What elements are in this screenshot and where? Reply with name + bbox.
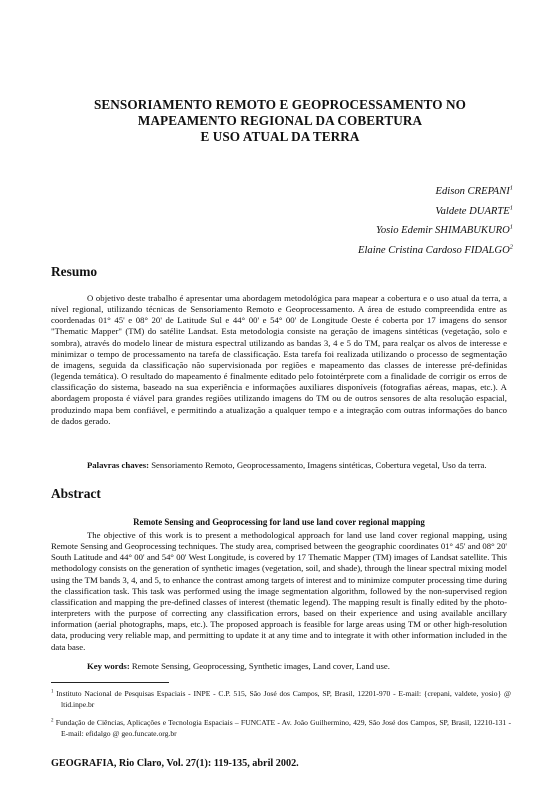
title-line-1: SENSORIAMENTO REMOTO E GEOPROCESSAMENTO NO [93, 97, 467, 112]
keywords-label: Palavras chaves: [87, 460, 150, 470]
footnote-1 [51, 689, 511, 711]
footnote-mark: 1 [51, 689, 54, 695]
footnote-mark: 2 [51, 718, 54, 724]
title-line-3: E USO ATUAL DA TERRA [200, 129, 360, 144]
abstract-subtitle: Remote Sensing and Geoprocessing for land use land cover regional mapping [133, 517, 425, 527]
footnote-2 [51, 718, 511, 740]
abstract-paragraph: The objective of this work is to present a methodological approach for land use land cover regional mapping, using Remote Sensing and Geoprocessing techniques. The study area, comprised between the geographic coordinates 01° 45' and 08° 20' South Latitude and 44° 00' and 54° 00' West Longitude, is covered by 17 Thematic Mapper (TM) images of Landsat satellite. This methodology consists on the generation of synthetic images (vegetation, soil, and shade), through the linear spectral mixing model using the TM bands 3, 4, and 5, to enhance the contrast among targets of interest and to minimize computer processing time during the classification task. This task was performed using the image segmentation algorithm, followed by the non-supervised region classification and mapping the pre-defined classes of interest (thematic legend). The mapping result is finally edited by the photo-interpreters with the purpose of correcting any classification errors, based on their experience and using available ancillary information (aerial photographs, maps, etc.). The proposed approach is feasible for large areas using TM or other high-resolution data, producing very reliable map, and permitting to update it at any time and to integrate it with other information included in the data base. [51, 530, 507, 652]
resumo-paragraph: O objetivo deste trabalho é apresentar uma abordagem metodológica para mapear a cobertura e o uso atual da terra, a nível regional, utilizando técnicas de Sensoriamento Remoto e Geoprocessamento. A área de estudo compreendida entre as coordenadas 01° 45' e 08° 20' de Latitude Sul e 44° 00' e 54° 00' de Longitude Oeste é coberta por 17 imagens do sensor "Thematic Mapper" (TM) do satélite Landsat. Esta metodologia consiste na geração de imagens sintéticas (vegetação, solo e sombra), através do modelo linear de mistura espectral utilizando as bandas 3, 4 e 5 do TM, para realçar os alvos de interesse e minimizar o tempo de processamento na tarefa de classificação. Esta tarefa foi realizada utilizando o processo de segmentação de imagens, seguida da classificação não supervisionada por regiões e mapeamento das classes de interesse pré-definidas (legenda temática). O resultado do mapeamento é finalmente editado pelo fotointérprete com a finalidade de corrigir os erros de classificação do sistema, baseado na sua experiência e informações auxiliares disponíveis (fotografias aéreas, mapas, etc.). A abordagem proposta é viável para grandes regiões utilizando imagens do TM ou de outros sensores de alta resolução espacial, produzindo mapa bem confiável, e permitindo a atualização a qualquer tempo e a integração com outras informações do banco de dados gerado. [51, 293, 507, 426]
footnote-text: Instituto Nacional de Pesquisas Espaciais - INPE - C.P. 515, São José dos Campos, SP, Brasil, 12201-970 - E-mail: {crepani, valdete, yosio} @ ltid.inpe.br [56, 689, 511, 709]
author-2 [358, 202, 513, 222]
author-3 [358, 221, 513, 241]
author-list [358, 182, 513, 260]
footnote-divider [51, 682, 169, 683]
title-line-2: MAPEAMENTO REGIONAL DA COBERTURA [137, 113, 423, 128]
palavras-chaves [51, 460, 507, 471]
author-name: Yosio Edemir SHIMABUKURO [375, 225, 510, 236]
paper-title [50, 97, 510, 145]
author-4 [358, 241, 513, 261]
author-name: Elaine Cristina Cardoso FIDALGO [357, 244, 510, 256]
affiliation-mark: 1 [509, 203, 513, 211]
author-name: Edison CREPANI [435, 186, 510, 197]
abstract-heading: Abstract [51, 486, 101, 501]
key-words [51, 661, 507, 672]
author-name: Valdete DUARTE [435, 205, 510, 217]
keywords-label: Key words: [87, 661, 130, 671]
affiliation-mark: 1 [509, 184, 513, 192]
resumo-heading: Resumo [51, 264, 98, 279]
keywords-text: Sensoriamento Remoto, Geoprocessamento, Imagens sintéticas, Cobertura vegetal, Uso da terra. [149, 460, 487, 470]
journal-citation: GEOGRAFIA, Rio Claro, Vol. 27(1): 119-135, abril 2002. [51, 758, 299, 769]
affiliation-mark: 1 [509, 223, 513, 231]
affiliation-mark: 2 [509, 242, 513, 250]
keywords-text: Remote Sensing, Geoprocessing, Synthetic images, Land cover, Land use. [129, 661, 390, 671]
footnote-text: Fundação de Ciências, Aplicações e Tecnologia Espaciais – FUNCATE - Av. João Guilhermino, 429, São José dos Campos, SP, Brasil, 12210-131 - E-mail: efidalgo @ geo.funcate.org.br [55, 718, 511, 738]
author-1 [358, 182, 513, 202]
